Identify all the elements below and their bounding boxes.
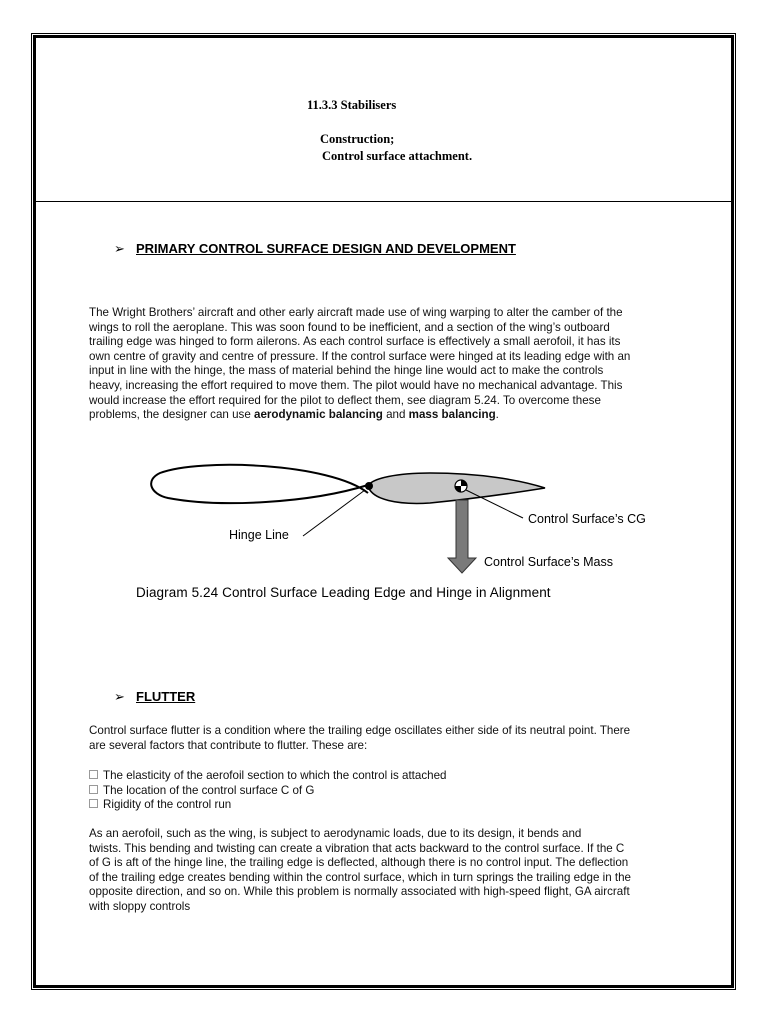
- label-control-surface-cg: Control Surface’s CG: [528, 512, 646, 526]
- paragraph-line: heavy, increasing the effort required to move them. The pilot would have no mechanical advantage. This: [89, 378, 623, 392]
- paragraph-line: with sloppy controls: [89, 899, 191, 913]
- page-title: 11.3.3 Stabilisers: [307, 98, 397, 112]
- paragraph-line: opposite direction, and so on. While this problem is normally associated with high-speed flight, GA aircraft: [89, 885, 630, 899]
- bold-aerodynamic-balancing: aerodynamic balancing: [254, 408, 383, 422]
- list-item: [89, 784, 447, 799]
- mass-arrow-icon: [448, 500, 476, 573]
- paragraph-line: are several factors that contribute to flutter. These are:: [89, 738, 368, 752]
- list-item-text: Rigidity of the control run: [103, 798, 232, 812]
- subtitle-attachment: Control surface attachment.: [322, 149, 473, 163]
- paragraph-line: The Wright Brothers’ aircraft and other early aircraft made use of wing warping to alter the camber of the: [89, 306, 623, 319]
- arrow-bullet-icon: ➢: [114, 689, 125, 704]
- text-fragment: problems, the designer can use: [89, 408, 254, 422]
- paragraph-flutter-intro: [89, 724, 689, 753]
- paragraph-line: twists. This bending and twisting can create a vibration that acts backward to the control surface. If the C: [89, 841, 625, 855]
- paragraph-line: of G is aft of the hinge line, the trailing edge is deflected, although there is no control input. The deflection: [89, 856, 629, 870]
- list-item: [89, 769, 447, 784]
- paragraph-line: own centre of gravity and centre of pressure. If the control surface were hinged at its leading edge with an: [89, 349, 631, 363]
- paragraph-line: As an aerofoil, such as the wing, is subject to aerodynamic loads, due to its design, it bends and: [89, 827, 582, 840]
- checkbox-glyph-icon: [89, 799, 98, 808]
- text-fragment: .: [495, 408, 499, 422]
- checkbox-glyph-icon: [89, 770, 98, 779]
- section-heading-flutter: FLUTTER: [136, 689, 196, 704]
- paragraph-line: Control surface flutter is a condition where the trailing edge oscillates either side of its neutral point. There: [89, 724, 631, 737]
- bold-mass-balancing: mass balancing: [408, 408, 496, 422]
- list-item-text: The location of the control surface C of G: [103, 783, 315, 797]
- hinge-point-icon: [365, 482, 373, 490]
- text-fragment: and: [382, 408, 409, 422]
- arrow-bullet-icon: ➢: [114, 241, 125, 256]
- paragraph-flutter-body: [89, 827, 689, 915]
- paragraph-primary-control: [89, 306, 689, 423]
- label-hinge-line: Hinge Line: [229, 528, 289, 542]
- paragraph-line: would increase the effort required for the pilot to deflect them, see diagram 5.24. To overcome these: [89, 393, 601, 407]
- header-box: [34, 36, 733, 202]
- paragraph-line: wings to roll the aeroplane. This was soon found to be inefficient, and a section of the wing’s outboard: [89, 320, 610, 334]
- list-item: [89, 798, 447, 813]
- paragraph-line: of the trailing edge creates bending within the control surface, which in turn springs the trailing edge in the: [89, 870, 632, 884]
- section-heading-primary-control: PRIMARY CONTROL SURFACE DESIGN AND DEVELOPMENT: [136, 241, 516, 256]
- paragraph-line: trailing edge was hinged to form ailerons. As each control surface is effectively a small aerofoil, it has its: [89, 335, 621, 349]
- list-item-text: The elasticity of the aerofoil section to which the control is attached: [103, 769, 447, 782]
- wing-aerofoil-shape: [151, 465, 376, 503]
- flutter-factors-list: [89, 769, 447, 813]
- cg-marker-icon: [455, 480, 467, 492]
- subtitle-construction: Construction;: [320, 132, 395, 146]
- checkbox-glyph-icon: [89, 785, 98, 794]
- diagram-caption: Diagram 5.24 Control Surface Leading Edge and Hinge in Alignment: [136, 585, 551, 600]
- paragraph-last-line: [89, 408, 689, 423]
- paragraph-line: input in line with the hinge, the mass of material behind the hinge line would act to make the controls: [89, 364, 604, 378]
- label-control-surface-mass: Control Surface’s Mass: [484, 555, 613, 569]
